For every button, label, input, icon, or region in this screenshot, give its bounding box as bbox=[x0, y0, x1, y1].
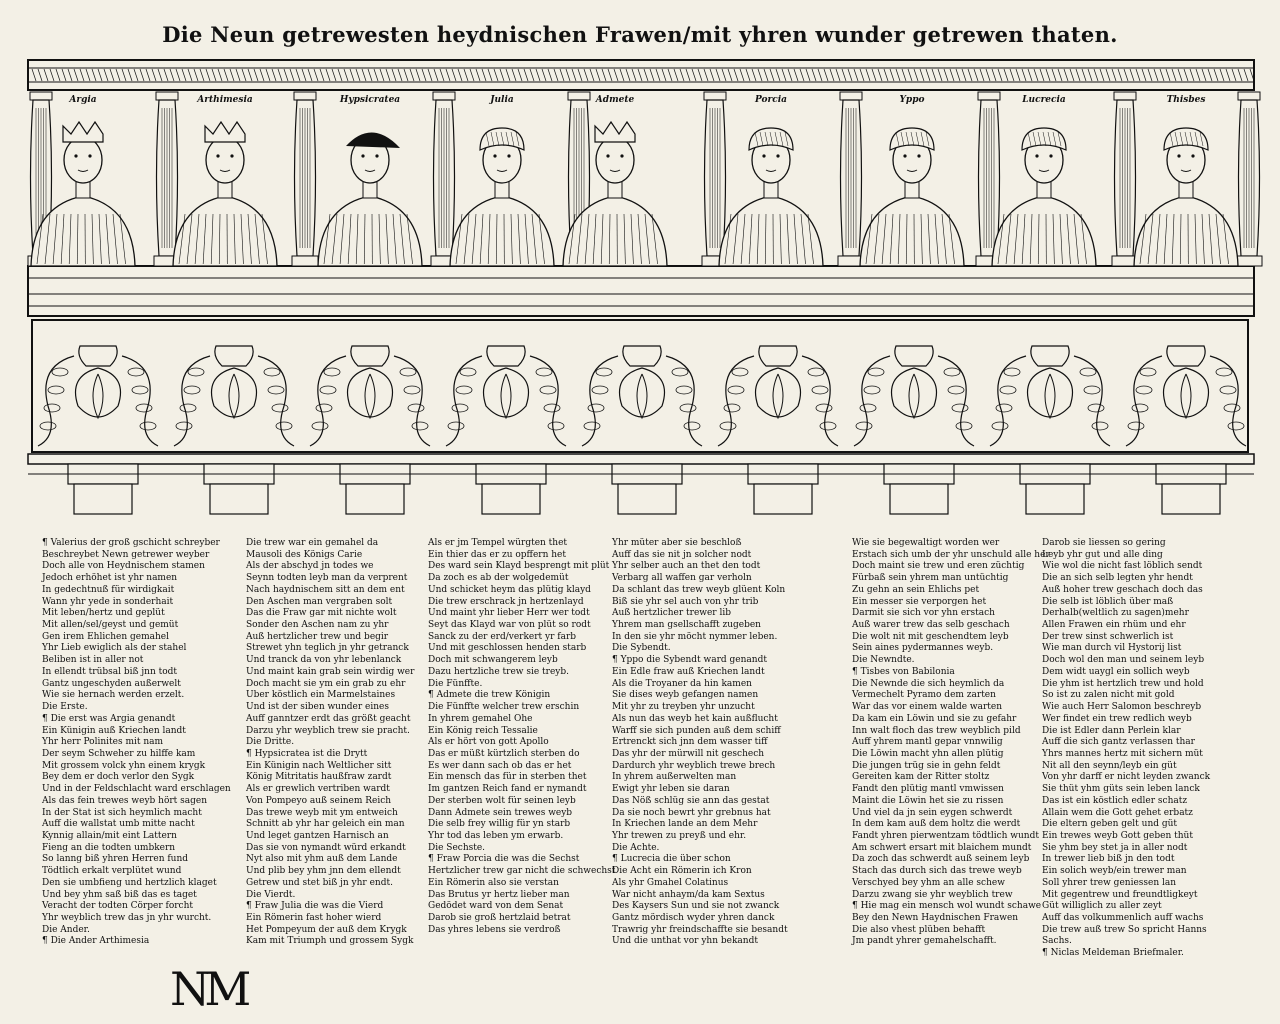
poem-line: Die yhm ist hertzlich trew und hold bbox=[1042, 678, 1204, 689]
poem-line: Dazu hertzliche trew sie treyb. bbox=[428, 666, 569, 677]
poem-line: Tödtlich erkalt verplütet wund bbox=[42, 866, 182, 877]
poem-line: Het Pompeyum der auß dem Krygk bbox=[246, 924, 407, 935]
poem-line: Und maint kain grab sein wirdig wer bbox=[246, 666, 415, 677]
poem-line: Das yhr der mürwill nit geschech bbox=[612, 748, 765, 759]
poem-line: Darob sie liessen so gering bbox=[1042, 538, 1166, 548]
poem-line: In yhrem außerwelten man bbox=[612, 772, 737, 783]
poem-line: Yhr weyblich trew das jn yhr wurcht. bbox=[42, 913, 212, 923]
poem-line: Wie sie hernach werden erzelt. bbox=[42, 690, 185, 701]
poem-line: Güt williglich zu aller zeyt bbox=[1042, 901, 1162, 912]
text-column-6 bbox=[1042, 538, 1218, 960]
poem-line: Und leget gantzen Harnisch an bbox=[246, 830, 389, 841]
poem-line: Die selb frey willig für yn starb bbox=[428, 819, 571, 830]
poem-line: Veracht der todten Cörper forcht bbox=[42, 901, 193, 912]
poem-line: Mausoli des Königs Carie bbox=[246, 549, 363, 560]
poem-line: Yhrem man gsellschafft zugeben bbox=[612, 620, 761, 631]
poem-line: Und bey yhm saß biß das es taget bbox=[42, 889, 197, 900]
poem-line: Zu gehn an sein Ehlichs pet bbox=[852, 584, 980, 595]
poem-line: Im gantzen Reich fand er nymandt bbox=[428, 784, 587, 795]
poem-line: ¶ Hie mag ein mensch wol wundt schawe bbox=[852, 901, 1042, 912]
poem-line: Darob sie groß hertzlaid betrat bbox=[428, 913, 571, 923]
poem-line: Seynn todten leyb man da verprent bbox=[246, 573, 408, 584]
poem-line: Ewigt yhr leben sie daran bbox=[612, 784, 730, 795]
poem-line: Doch mit schwangerem leyb bbox=[428, 655, 558, 666]
poem-line: Dem widt uaygl ein sollich weyb bbox=[1042, 666, 1190, 677]
poem-line: Auff yhrem mantl gepar vnnwilig bbox=[852, 737, 1003, 748]
poem-line: Die trew auß trew So spricht Hanns bbox=[1042, 924, 1207, 935]
poem-line: Dann Admete sein trewes weyb bbox=[428, 807, 573, 818]
poem-line: Wer findet ein trew redlich weyb bbox=[1042, 713, 1192, 724]
ornament-vase bbox=[582, 346, 702, 446]
poem-line: Das trewe weyb mit ym entweich bbox=[246, 807, 398, 818]
poem-line: Ein thier das er zu opffern het bbox=[428, 549, 566, 560]
figure-labels bbox=[28, 95, 1254, 107]
poem-line: Sachs. bbox=[1042, 936, 1072, 947]
poem-line: Ein mensch das für in sterben thet bbox=[428, 772, 587, 783]
ornament-vase bbox=[854, 346, 974, 446]
poem-line: Die Sechste. bbox=[428, 842, 486, 853]
poem-line: Als der abschyd jn todes we bbox=[246, 561, 374, 572]
poem-line: Und ist der siben wunder eines bbox=[246, 702, 389, 713]
poem-line: Die Erste. bbox=[42, 702, 88, 713]
poem-line: Das Nöß schlüg sie ann das gestat bbox=[612, 795, 770, 806]
column bbox=[1112, 92, 1138, 266]
poem-line: Bey dem er doch verlor den Sygk bbox=[42, 772, 195, 783]
poem-line: Gantz mördisch wyder yhren danck bbox=[612, 913, 775, 923]
poem-line: ¶ Admete die trew Königin bbox=[428, 690, 551, 701]
text-column-2 bbox=[246, 538, 422, 948]
poem-line: Vermechelt Pyramo dem zarten bbox=[852, 690, 996, 701]
poem-line: Verbarg all waffen gar verholn bbox=[612, 573, 752, 584]
poem-line: Beschreybet Newn getrewer weyber bbox=[42, 549, 210, 560]
poem-line: Beliben ist in aller not bbox=[42, 655, 144, 666]
poem-line: Maint die Löwin het sie zu rissen bbox=[852, 795, 1004, 806]
poem-line: Den Aschen man vergraben solt bbox=[246, 596, 393, 607]
poem-line: ¶ Yppo die Sybendt ward genandt bbox=[612, 655, 767, 666]
poem-line: Darzu yhr weyblich trew sie pracht. bbox=[246, 725, 410, 736]
poem-line: Da sie noch bewrt yhr grebnus hat bbox=[612, 807, 771, 818]
poem-line: Die Sybendt. bbox=[612, 643, 671, 654]
text-column-3 bbox=[428, 538, 616, 936]
poem-line: In den sie yhr möcht nymmer leben. bbox=[612, 631, 778, 642]
poem-line: Die Newndte. bbox=[852, 655, 915, 666]
poem-line: So ist zu zalen nicht mit gold bbox=[1042, 690, 1175, 701]
poem-line: Kynnig allain/mit eint Lattern bbox=[42, 830, 177, 841]
figure-label-arthimesia: Arthimesia bbox=[197, 95, 253, 105]
poem-line: Auff die wallstat umb mitte nacht bbox=[42, 819, 195, 830]
poem-line: Sie dises weyb gefangen namen bbox=[612, 690, 759, 701]
poem-line: ¶ Fraw Julia die was die Vierd bbox=[246, 901, 384, 912]
poem-line: Allain wem die Gott gehet erbatz bbox=[1042, 807, 1193, 818]
poem-line: War das vor einem walde warten bbox=[852, 702, 1002, 713]
poem-line: Verschyed bey yhm an alle schew bbox=[852, 877, 1005, 888]
poem-line: Stach das durch sich das trewe weyb bbox=[852, 866, 1022, 877]
poem-line: Die Newnde die sich heymlich da bbox=[852, 678, 1005, 689]
poem-line: Als er jm Tempel würgten thet bbox=[428, 538, 568, 548]
poem-line: Die trew war ein gemahel da bbox=[246, 538, 379, 548]
poem-line: Trawrig yhr freindschaffte sie besandt bbox=[612, 924, 788, 935]
ornament-vase bbox=[446, 346, 566, 446]
poem-line: Da zoch das schwerdt auß seinem leyb bbox=[852, 854, 1030, 865]
poem-line: Jm pandt yhrer gemahelschafft. bbox=[852, 936, 997, 947]
poem-line: Ein trewes weyb Gott geben thüt bbox=[1042, 830, 1193, 841]
poem-line: Das sie von nymandt würd erkandt bbox=[246, 842, 406, 853]
poem-line: Von yhr darff er nicht leyden zwanck bbox=[1042, 772, 1211, 783]
poem-line: Ein Römerin also sie verstan bbox=[428, 877, 559, 888]
poem-line: In trewer lieb biß jn den todt bbox=[1042, 854, 1175, 865]
poem-line: Sein aines pydermannes weyb. bbox=[852, 643, 994, 654]
poem-line: Auff ganntzer erdt das größt geacht bbox=[246, 713, 411, 724]
poem-line: Schnitt ab yhr har geleich ein man bbox=[246, 819, 405, 830]
poem-line: Jedoch erhöhet ist yhr namen bbox=[42, 573, 178, 584]
poem-line: Den sie umbfieng und hertzlich klaget bbox=[42, 877, 217, 888]
poem-line: ¶ Die Ander Arthimesia bbox=[42, 936, 150, 947]
poem-line: Es wer dann sach ob das er het bbox=[428, 760, 572, 771]
poem-line: Wie man durch vil Hystorij list bbox=[1042, 643, 1182, 654]
poem-line: Auß hertzlicher trew und begir bbox=[246, 631, 389, 642]
figure-label-admete: Admete bbox=[595, 95, 635, 105]
poem-line: Ein König reich Tessalie bbox=[428, 725, 538, 736]
poem-line: Gantz ungeschyden außerwelt bbox=[42, 678, 181, 689]
figure-thisbes bbox=[1134, 128, 1238, 266]
poem-line: In Kriechen lande an dem Mehr bbox=[612, 819, 758, 830]
figure-label-lucrecia: Lucrecia bbox=[1022, 95, 1066, 105]
figure-porcia bbox=[719, 128, 823, 266]
poem-line: Die also vhest plüben behafft bbox=[852, 924, 986, 935]
poem-line: Uber köstlich ein Marmelstaines bbox=[246, 690, 396, 701]
poem-line: Die trew erschrack jn hertzenlayd bbox=[428, 596, 584, 607]
poem-line: Des Kaysers Sun und sie not zwanck bbox=[612, 901, 780, 912]
poem-line: Am schwert ersart mit blaichem mundt bbox=[852, 842, 1032, 853]
poem-line: Als er grewlich vertriben wardt bbox=[246, 784, 390, 795]
poem-line: In dem kam auß dem holtz die werdt bbox=[852, 819, 1021, 830]
poem-line: Mit yhr zu treyben yhr unzucht bbox=[612, 702, 755, 713]
printer-monogram: NM bbox=[170, 962, 246, 1016]
poem-line: Die an sich selb legten yhr hendt bbox=[1042, 573, 1193, 584]
poem-line: Die ist Edler dann Perlein klar bbox=[1042, 725, 1181, 736]
poem-line: Biß sie yhr sel auch von yhr trib bbox=[612, 596, 759, 607]
column bbox=[838, 92, 864, 266]
ornament-vase bbox=[990, 346, 1110, 446]
ornament-vase bbox=[38, 346, 158, 446]
figure-lucrecia bbox=[992, 128, 1096, 266]
poem-line: So lanng biß yhren Herren fund bbox=[42, 854, 189, 865]
text-column-5 bbox=[852, 538, 1050, 948]
poem-line: Yhr tod das leben ym erwarb. bbox=[428, 830, 564, 841]
poem-line: Die Achte. bbox=[612, 842, 660, 853]
text-column-1 bbox=[42, 538, 231, 948]
poem-line: Das Brutus yr hertz lieber man bbox=[428, 889, 570, 900]
poem-line: ¶ Fraw Porcia die was die Sechst bbox=[428, 854, 580, 865]
poem-line: Leyb yhr gut und alle ding bbox=[1042, 549, 1163, 560]
poem-line: Als nun das weyb het kain außflucht bbox=[612, 713, 778, 724]
poem-line: Yhr herr Polinites mit nam bbox=[42, 737, 164, 748]
poem-line: Das die Fraw gar mit nichte wolt bbox=[246, 608, 397, 619]
poem-line: Die selb ist löblich über maß bbox=[1042, 596, 1174, 607]
poem-line: Da kam ein Löwin und sie zu gefahr bbox=[852, 713, 1017, 724]
poem-line: Fürbaß sein yhrem man untüchtig bbox=[852, 573, 1009, 584]
poem-line: Dardurch yhr weyblich trewe brech bbox=[612, 760, 776, 771]
poem-line: Yhr müter aber sie beschloß bbox=[612, 538, 742, 548]
poem-line: Doch alle von Heydnischem stamen bbox=[42, 561, 205, 572]
poem-line: Sanck zu der erd/verkert yr farb bbox=[428, 631, 577, 642]
poem-line: Das ist ein köstlich edler schatz bbox=[1042, 795, 1188, 806]
poem-line: Der sterben wolt für seinen leyb bbox=[428, 795, 576, 806]
poem-line: Die Fünffte welcher trew erschin bbox=[428, 702, 580, 713]
figure-label-porcia: Porcia bbox=[754, 95, 788, 105]
poem-line: Das er müßt kürtzlich sterben do bbox=[428, 748, 580, 759]
poem-line: ¶ Valerius der groß gschicht schreyber bbox=[42, 538, 220, 548]
figure-label-thisbes: Thisbes bbox=[1166, 95, 1206, 105]
column bbox=[1236, 92, 1262, 266]
poem-text bbox=[42, 538, 1252, 1008]
poem-line: Auff das volkummenlich auff wachs bbox=[1042, 913, 1204, 923]
poem-line: Als yhr Gmahel Colatinus bbox=[612, 877, 729, 888]
ornament-vase bbox=[310, 346, 430, 446]
poem-line: Bey den Newn Haydnischen Frawen bbox=[852, 913, 1019, 923]
poem-line: In yhrem gemahel Ohe bbox=[428, 713, 533, 724]
figure-julia bbox=[450, 128, 554, 266]
poem-line: Die Fünffte. bbox=[428, 678, 483, 689]
poem-line: Die eltern geben gelt und güt bbox=[1042, 819, 1178, 830]
poem-line: Die Vierdt. bbox=[246, 889, 296, 900]
poem-line: Soll yhrer trew geniessen lan bbox=[1042, 877, 1177, 888]
poem-line: ¶ Hypsicratea ist die Drytt bbox=[246, 748, 368, 759]
poem-line: Die Dritte. bbox=[246, 737, 295, 748]
poem-line: Und in der Feldschlacht ward erschlagen bbox=[42, 784, 231, 795]
figure-hypsicratea bbox=[318, 132, 422, 266]
poem-line: Gen irem Ehlichen gemahel bbox=[42, 631, 170, 642]
poem-line: König Mitritatis haußfraw zardt bbox=[246, 772, 392, 783]
poem-line: Getrew und stet biß jn yhr endt. bbox=[246, 877, 393, 888]
poem-line: Und plib bey yhm jnn dem ellendt bbox=[246, 866, 401, 877]
poem-line: ¶ Lucrecia die über schon bbox=[612, 854, 731, 865]
poem-line: ¶ Niclas Meldeman Briefmaler. bbox=[1042, 948, 1184, 959]
poem-line: Sie thüt yhm güts sein leben lanck bbox=[1042, 784, 1200, 795]
poem-line: Als das fein trewes weyb hört sagen bbox=[42, 795, 208, 806]
poem-line: Die Acht ein Römerin ich Kron bbox=[612, 866, 752, 877]
poem-line: Doch wol den man und seinem leyb bbox=[1042, 655, 1205, 666]
poem-line: Doch macht sie ym ein grab zu ehr bbox=[246, 678, 406, 689]
poem-line: Die wolt nit mit geschendtem leyb bbox=[852, 631, 1009, 642]
poem-line: Hertzlicher trew gar nicht die schwechst bbox=[428, 866, 616, 877]
poem-line: Mit grossem volck yhn einem krygk bbox=[42, 760, 206, 771]
woodcut-frieze bbox=[28, 56, 1254, 524]
poem-line: Und schicket heym das plütig klayd bbox=[428, 584, 591, 595]
poem-line: Nach haydnischem sitt an dem ent bbox=[246, 584, 405, 595]
poem-line: Ein solich weyb/ein trewer man bbox=[1042, 866, 1187, 877]
poem-line: Auß hoher trew geschach doch das bbox=[1042, 584, 1203, 595]
poem-line: Ein Künigin nach Weltlicher sitt bbox=[246, 760, 392, 771]
poem-line: In gedechtnuß für wirdigkait bbox=[42, 584, 175, 595]
poem-line: Ein messer sie verporgen het bbox=[852, 596, 987, 607]
poem-line: Wie wol die nicht fast löblich sendt bbox=[1042, 561, 1203, 572]
poem-line: Die Ander. bbox=[42, 924, 90, 935]
poem-line: Als er hört von gott Apollo bbox=[428, 737, 549, 748]
poem-line: Auff das sie nit jn solcher nodt bbox=[612, 549, 752, 560]
poem-line: Yhr trewen zu preyß und ehr. bbox=[612, 830, 747, 841]
column bbox=[292, 92, 318, 266]
poem-line: Auß hertzlicher trewer lib bbox=[612, 608, 731, 619]
poem-line: Und die unthat vor yhn bekandt bbox=[612, 936, 758, 947]
poem-line: Seyt das Klayd war von plüt so rodt bbox=[428, 620, 591, 631]
poem-line: Ein Künigin auß Kriechen landt bbox=[42, 725, 186, 736]
poem-line: ¶ Die erst was Argia genandt bbox=[42, 713, 176, 724]
poem-line: Inn walt floch das trew weyblich pild bbox=[852, 725, 1021, 736]
poem-line: Da zoch es ab der wolgedemüt bbox=[428, 573, 569, 584]
ornament-vase bbox=[718, 346, 838, 446]
poem-line: Nit all den seynn/leyb ein güt bbox=[1042, 760, 1177, 771]
poem-line: Auß warer trew das selb geschach bbox=[852, 620, 1010, 631]
figure-label-yppo: Yppo bbox=[899, 95, 925, 105]
poem-line: Doch maint sie trew und eren züchtig bbox=[852, 561, 1025, 572]
poem-line: Strewet yhn teglich jn yhr getranck bbox=[246, 643, 409, 654]
poem-line: Gereiten kam der Ritter stoltz bbox=[852, 772, 990, 783]
poem-line: In der Stat ist sich heymlich macht bbox=[42, 807, 202, 818]
poem-line: Auff die sich gantz verlassen thar bbox=[1042, 737, 1195, 748]
poem-line: Und maint yhr lieber Herr wer todt bbox=[428, 608, 590, 619]
poem-line: Mit leben/hertz und geplüt bbox=[42, 608, 165, 619]
poem-line: Yhr selber auch an thet den todt bbox=[612, 561, 761, 572]
poem-line: Erstach sich umb der yhr unschuld alle her bbox=[852, 549, 1050, 560]
ornament-vase bbox=[1126, 346, 1246, 446]
page-title: Die Neun getrewesten heydnischen Frawen/mit yhren wunder getrewen thaten. bbox=[162, 22, 1118, 47]
poem-line: Die jungen trüg sie in gehn feldt bbox=[852, 760, 1001, 771]
poem-line: Ein Edle fraw auß Kriechen landt bbox=[612, 666, 765, 677]
poem-line: Und viel da jn sein eygen schwerdt bbox=[852, 807, 1013, 818]
poem-line: Als die Troyaner da hin kamen bbox=[612, 678, 752, 689]
poem-line: Kam mit Triumph und grossem Sygk bbox=[246, 936, 414, 947]
ornament-vase bbox=[174, 346, 294, 446]
poem-line: In ellendt trübsal biß jnn todt bbox=[42, 666, 178, 677]
poem-line: Die Löwin macht yhn allen plütig bbox=[852, 748, 1004, 759]
figure-arthimesia bbox=[173, 122, 277, 266]
text-column-4 bbox=[612, 538, 788, 948]
poem-line: Fandt yhren pierwentzam tödtlich wundt bbox=[852, 830, 1039, 841]
poem-line: Ertrenckt sich jnn dem wasser tiff bbox=[612, 737, 768, 748]
poem-line: Allen Frawen ein rhüm und ehr bbox=[1042, 620, 1186, 631]
poem-line: Und tranck da von yhr lebenlanck bbox=[246, 655, 402, 666]
poem-line: Yhrs mannes hertz mit sichern müt bbox=[1042, 748, 1203, 759]
poem-line: Fandt den plütig mantl vmwissen bbox=[852, 784, 1004, 795]
poem-line: War nicht anhaym/da kam Sextus bbox=[612, 889, 765, 900]
figure-label-julia: Julia bbox=[490, 95, 514, 105]
poem-line: Nyt also mit yhm auß dem Lande bbox=[246, 854, 398, 865]
poem-line: Mit gegentrew und freundtligkeyt bbox=[1042, 889, 1198, 900]
poem-line: Sonder den Aschen nam zu yhr bbox=[246, 620, 389, 631]
poem-line: Des ward sein Klayd besprengt mit plüt bbox=[428, 561, 610, 572]
poem-line: Wie sie begewaltigt worden wer bbox=[852, 538, 1000, 548]
poem-line: Das yhres lebens sie verdroß bbox=[428, 924, 561, 935]
poem-line: Derhalb(weltlich zu sagen)mehr bbox=[1042, 608, 1189, 619]
figure-label-hypsicratea: Hypsicratea bbox=[339, 95, 401, 105]
poem-line: Fieng an die todten umbkern bbox=[42, 842, 176, 853]
figure-label-argia: Argia bbox=[69, 95, 97, 105]
poem-line: Gedödet ward von dem Senat bbox=[428, 901, 564, 912]
poem-line: Darzu zwang sie yhr weyblich trew bbox=[852, 889, 1013, 900]
poem-line: Warff sie sich punden auß dem schiff bbox=[612, 725, 781, 736]
figure-yppo bbox=[860, 128, 964, 266]
poem-line: Darmit sie sich vor yhn erstach bbox=[852, 608, 995, 619]
poem-line: Ein Römerin fast hoher wierd bbox=[246, 913, 382, 923]
poem-line: Da schlant das trew weyb glüent Koln bbox=[612, 584, 786, 595]
poem-line: Wann yhr yede in sonderhait bbox=[42, 596, 174, 607]
poem-line: Mit allen/sel/geyst und gemüt bbox=[42, 620, 179, 631]
poem-line: Yhr Lieb ewiglich als der stahel bbox=[42, 643, 187, 654]
poem-line: Der seym Schweher zu hilffe kam bbox=[42, 748, 196, 759]
poem-line: Wie auch Herr Salomon beschreyb bbox=[1042, 702, 1202, 713]
poem-line: Sie yhm bey stet ja in aller nodt bbox=[1042, 842, 1188, 853]
poem-line: Und mit geschlossen henden starb bbox=[428, 643, 587, 654]
poem-line: ¶ Tisbes von Babilonia bbox=[852, 666, 955, 677]
poem-line: Der trew sinst schwerlich ist bbox=[1042, 631, 1174, 642]
poem-line: Von Pompeyo auß seinem Reich bbox=[246, 795, 392, 806]
